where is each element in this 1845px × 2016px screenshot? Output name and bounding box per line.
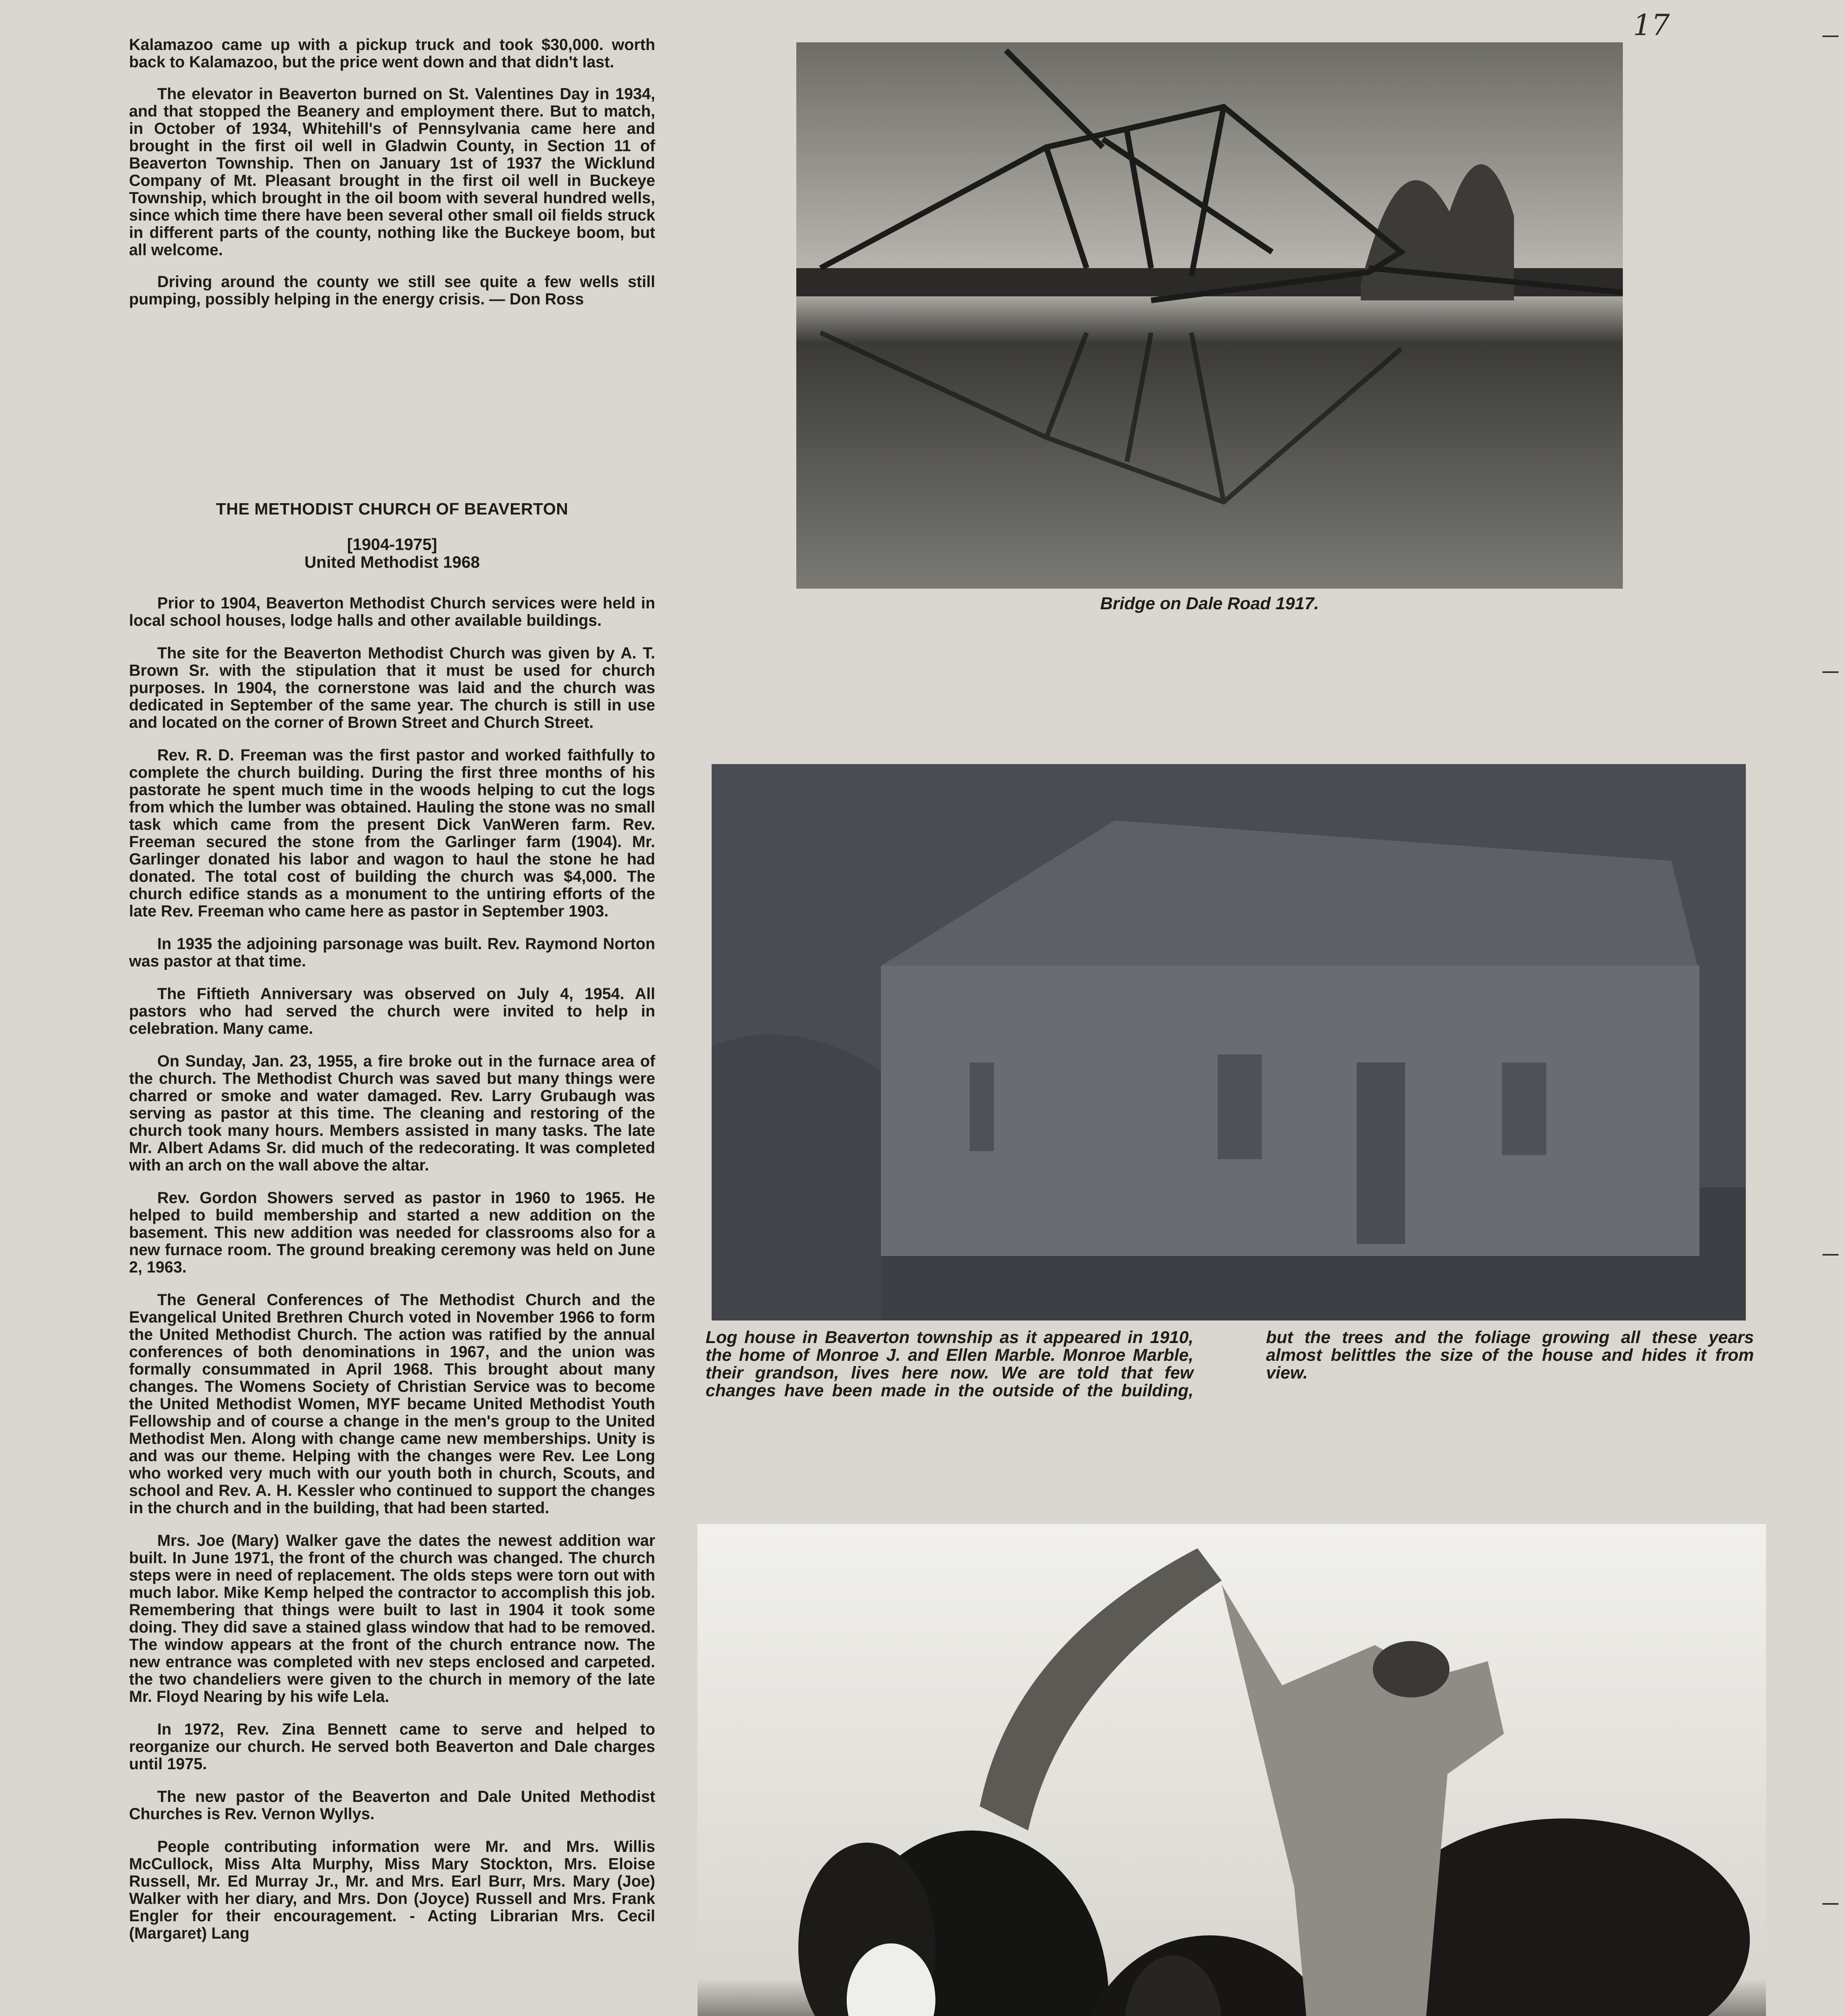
church-article-heading [129,500,655,571]
church-article-body [129,595,655,1958]
edge-mark [1822,35,1839,37]
intro-article [129,36,655,323]
edge-mark [1822,1903,1839,1905]
article-paragraph: The site for the Beaverton Methodist Church was given by A. T. Brown Sr. with the stipulation that it must be used for church purposes. In 1904, the cornerstone was laid and the church was dedicated in September of the same year. The church is still in use and located on the corner of Brown Street and Church Street. [129,644,655,731]
edge-mark [1822,1254,1839,1256]
article-paragraph: The Fiftieth Anniversary was observed on July 4, 1954. All pastors who had served the church were invited to help in celebration. Many came. [129,985,655,1037]
article-paragraph: Mrs. Joe (Mary) Walker gave the dates the newest addition war built. In June 1971, the front of the church was changed. The church steps were in need of replacement. The olds steps were torn out with much labor. Mike Kemp helped the contractor to accomplish this job. Remembering that things were built to last in 1904 it took some doing. They did save a stained glass window that had to be removed. The window appears at the front of the church entrance now. The new entrance was completed with nev steps enclosed and carpeted. the two chandeliers were given to the church in memory of the late Mr. Floyd Nearing by his wife Lela. [129,1532,655,1706]
article-paragraph: In 1972, Rev. Zina Bennett came to serve and helped to reorganize our church. He served both Beaverton and Dale charges until 1975. [129,1720,655,1773]
page-number: 17 [1633,8,1670,42]
article-paragraph: Rev. Gordon Showers served as pastor in 1960 to 1965. He helped to build membership and started a new addition on the basement. This new addition was needed for classrooms also for a new furnace room. The ground breaking ceremony was held on June 2, 1963. [129,1189,655,1276]
article-paragraph: The General Conferences of The Methodist Church and the Evangelical United Brethren Church voted in November 1966 to form the United Methodist Church. The action was ratified by the annual conferences of both denominations in 1967, and the union was formally consummated in April 1968. This brought about many changes. The Womens Society of Christian Service was to become the United Methodist Women, MYF became United Methodist Youth Fellowship and of course a change in the men's group to the United Methodist Men. Along with change came new memberships. Unity is and was our theme. Helping with the changes were Rev. Lee Long who worked very much with our youth both in church, Scouts, and school and Rev. A. H. Kessler who continued to support the changes in the church and in the building, that had been started. [129,1291,655,1517]
article-paragraph: On Sunday, Jan. 23, 1955, a fire broke out in the furnace area of the church. The Methodist Church was saved but many things were charred or smoke and water damaged. Rev. Larry Grubaugh was serving as pastor at this time. The cleaning and restoring of the church took many hours. Members assisted in many tasks. The late Mr. Albert Adams Sr. did much of the redecorating. It was completed with an arch on the wall above the altar. [129,1052,655,1174]
oxen-photo [698,1524,1766,2016]
article-paragraph: People contributing information were Mr. and Mrs. Willis McCullock, Miss Alta Murphy, Miss Mary Stockton, Mrs. Eloise Russell, Mr. Ed Murray Jr., Mr. and Mrs. Earl Burr, Mrs. Mary (Joe) Walker with her diary, and Mrs. Don (Joyce) Russell and Mrs. Frank Engler for their encouragement. - Acting Librarian Mrs. Cecil (Margaret) Lang [129,1838,655,1942]
article-title: THE METHODIST CHURCH OF BEAVERTON [216,500,568,518]
article-paragraph: Rev. R. D. Freeman was the first pastor and worked faithfully to complete the church building. During the first three months of his pastorate he spent much time in the woods helping to cut the logs from which the lumber was obtained. Hauling the stone was no small task which came from the present Dick VanWeren farm. Rev. Freeman secured the stone from the Garlinger farm (1904). Mr. Garlinger donated his labor and wagon to haul the stone he had donated. The total cost of building the church was $4,000. The church edifice stands as a monument to the untiring efforts of the late Rev. Freeman who came here as pastor in September 1903. [129,746,655,920]
article-years: [1904-1975] [347,535,437,554]
bridge-caption: Bridge on Dale Road 1917. [1100,594,1319,613]
log-house-caption: Log house in Beaverton township as it appeared in 1910, the home of Monroe J. and Ellen Marble. Monroe Marble, their grandson, lives here now. We are told that few changes have been made in the outside of the building, but the trees and the foliage growing all these years almost belittles the size of the house and hides it from view. [706,1328,1754,1400]
article-paragraph: The new pastor of the Beaverton and Dale United Methodist Churches is Rev. Vernon Wyllys. [129,1788,655,1823]
edge-mark [1822,671,1839,673]
article-subtitle: United Methodist 1968 [304,553,480,571]
article-paragraph: Prior to 1904, Beaverton Methodist Church services were held in local school houses, lodge halls and other available buildings. [129,594,655,629]
intro-paragraph: The elevator in Beaverton burned on St. Valentines Day in 1934, and that stopped the Beanery and employment there. But to match, in October of 1934, Whitehill's of Pennsylvania came here and brought in the first oil well in Gladwin County, in Section 11 of Beaverton Township. Then on January 1st of 1937 the Wicklund Company of Mt. Pleasant brought in the first oil well in Buckeye Township, which brought in the oil boom with several hundred wells, since which time there have been several other small oil fields struck in different parts of the county, nothing like the Buckeye boom, but all welcome. [129,85,655,259]
article-paragraph: In 1935 the adjoining parsonage was built. Rev. Raymond Norton was pastor at that time. [129,935,655,970]
intro-paragraph: Kalamazoo came up with a pickup truck and took $30,000. worth back to Kalamazoo, but the price went down and that didn't last. [129,36,655,71]
intro-paragraph: Driving around the county we still see quite a few wells still pumping, possibly helping in the energy crisis. — Don Ross [129,273,655,308]
bridge-photo [796,42,1623,589]
log-house-photo [712,764,1746,1320]
